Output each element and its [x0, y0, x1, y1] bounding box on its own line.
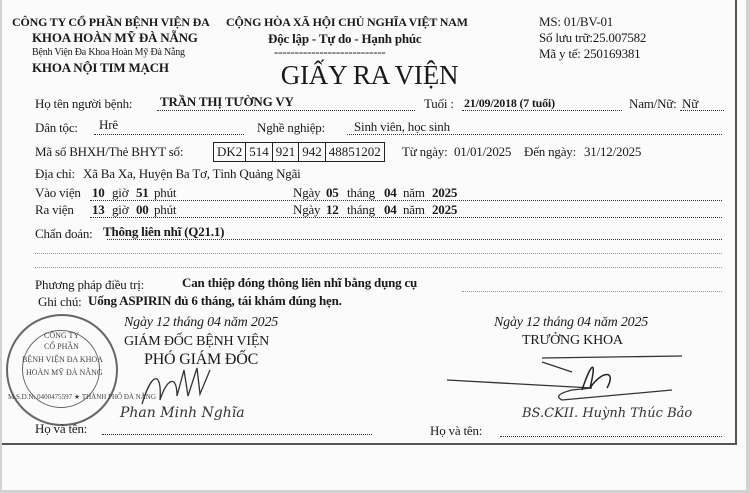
insurance-part: 514: [246, 143, 273, 161]
day-label: Ngày: [293, 202, 321, 217]
insurance-part: 942: [299, 143, 326, 161]
form-code: MS: 01/BV-01: [539, 14, 614, 29]
patient-sex: Nữ: [682, 96, 699, 111]
month-label: tháng: [347, 202, 375, 217]
insurance-part: 921: [273, 143, 300, 161]
admission-label: Vào viện: [35, 185, 81, 200]
left-name-label: Họ và tên:: [35, 421, 88, 436]
diagnosis-label: Chẩn đoán:: [35, 226, 93, 241]
age-label: Tuổi :: [424, 96, 454, 111]
note: Uống ASPIRIN đủ 6 tháng, tái khám đúng hẹn.: [88, 293, 342, 308]
right-sign-date: Ngày 12 tháng 04 năm 2025: [494, 315, 649, 330]
org-line-4: KHOA NỘI TIM MẠCH: [32, 60, 169, 75]
motto: Độc lập - Tự do - Hạnh phúc: [268, 31, 422, 46]
left-sign-date: Ngày 12 tháng 04 năm 2025: [124, 315, 279, 330]
patient-age: 21/09/2018 (7 tuổi): [464, 96, 555, 110]
insurance-part: DK2: [214, 143, 246, 161]
minute-label: phút: [154, 202, 177, 217]
insurance-part: 48851202: [328, 144, 381, 159]
year-label: năm: [403, 185, 425, 200]
name-label: Họ tên người bệnh:: [35, 96, 133, 111]
job-label: Nghề nghiệp:: [257, 120, 326, 135]
scanned-page: [2, 0, 746, 490]
admission-month: 04: [384, 185, 397, 200]
separator: ---------------------------: [274, 44, 386, 59]
discharge-year: 2025: [432, 202, 458, 217]
to-label: Đến ngày:: [524, 144, 576, 159]
head-of-department-role: TRƯỞNG KHOA: [522, 333, 623, 348]
treatment: Can thiệp đóng thông liên nhĩ bằng dụng cụ: [182, 275, 418, 290]
address-label: Địa chỉ:: [35, 166, 75, 181]
org-line-2: KHOA HOÀN MỸ ĐÀ NẴNG: [32, 30, 198, 45]
admission-day: 05: [326, 185, 339, 200]
diagnosis: Thông liên nhĩ (Q21.1): [103, 224, 225, 239]
stamp-text: CỔ PHẦN: [44, 342, 79, 351]
hour-label: giờ: [112, 185, 129, 200]
discharge-paper: [2, 0, 737, 445]
head-signed-name: BS.CKII. Huỳnh Thúc Bảo: [522, 406, 693, 421]
minute-label: phút: [154, 185, 177, 200]
admission-year: 2025: [432, 185, 458, 200]
director-signature-icon: [122, 366, 242, 406]
year-label: năm: [403, 202, 425, 217]
discharge-day: 12: [326, 202, 339, 217]
insurance-label: Mã số BHXH/Thẻ BHYT số:: [35, 144, 184, 159]
treatment-label: Phương pháp điều trị:: [35, 277, 145, 292]
stamp-ring-text: M.S.D.N: 0400475597 ★ THÀNH PHỐ ĐÀ NẴNG: [8, 393, 156, 401]
deputy-director-role: PHÓ GIÁM ĐỐC: [144, 351, 259, 368]
patient-address: Xã Ba Xa, Huyện Ba Tơ, Tỉnh Quảng Ngãi: [83, 166, 301, 181]
sex-label: Nam/Nữ:: [629, 96, 677, 111]
stamp-text: CÔNG TY: [44, 331, 80, 340]
patient-ethnic: Hrê: [99, 117, 118, 132]
patient-name: TRẦN THỊ TƯỜNG VY: [160, 94, 294, 109]
director-role: GIÁM ĐỐC BỆNH VIỆN: [124, 334, 270, 349]
discharge-label: Ra viện: [35, 202, 74, 217]
patient-job: Sinh viên, học sinh: [354, 119, 450, 134]
medical-id: Mã y tế: 250169381: [539, 46, 641, 61]
valid-from: 01/01/2025: [454, 144, 512, 159]
director-signed-name: Phan Minh Nghĩa: [120, 405, 245, 421]
nation-header: CỘNG HÒA XÃ HỘI CHỦ NGHĨA VIỆT NAM: [226, 15, 468, 29]
archive-number: Số lưu trữ:25.007582: [539, 30, 647, 45]
note-label: Ghi chú:: [38, 294, 82, 309]
stamp-text: BỆNH VIỆN ĐA KHOA: [22, 355, 103, 364]
discharge-hour: 13: [92, 202, 105, 217]
right-name-label: Họ và tên:: [430, 423, 483, 438]
org-line-3: Bệnh Viện Đa Khoa Hoàn Mỹ Đà Nẵng: [32, 47, 185, 58]
stamp-text: HOÀN MỸ ĐÀ NẴNG: [26, 368, 103, 377]
valid-to: 31/12/2025: [584, 144, 642, 159]
admission-minute: 51: [136, 185, 149, 200]
from-label: Từ ngày:: [402, 144, 448, 159]
page-title: GIẤY RA VIỆN: [280, 60, 459, 90]
ethnic-label: Dân tộc:: [35, 120, 78, 135]
day-label: Ngày: [293, 185, 321, 200]
hour-label: giờ: [112, 202, 129, 217]
month-label: tháng: [347, 185, 375, 200]
insurance-number: [213, 142, 385, 162]
discharge-month: 04: [384, 202, 397, 217]
admission-hour: 10: [92, 185, 105, 200]
org-line-1: CÔNG TY CỔ PHẦN BỆNH VIỆN ĐA: [12, 15, 210, 29]
head-signature-icon: [442, 352, 682, 402]
discharge-minute: 00: [136, 202, 149, 217]
